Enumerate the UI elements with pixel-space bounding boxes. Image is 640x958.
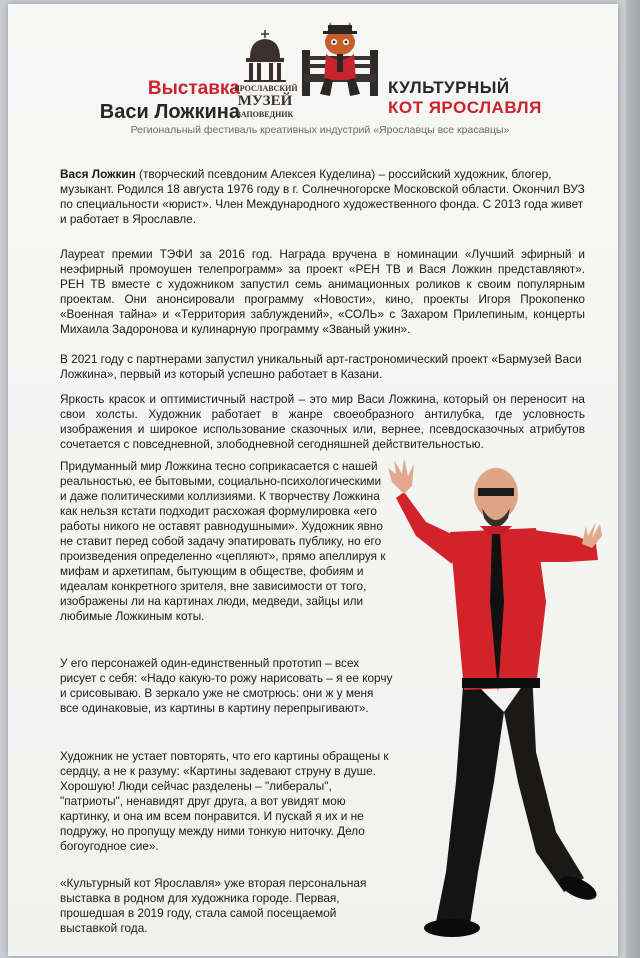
bio-text: (творческий псевдоним Алексея Куделина) – российский художник, блогер, музыкант. Родился 18 августа 1976 году в г. Солнечногорске Московской области. Окончил ВУЗ по специальности «юрист». Член Международного художественного фонда. С 2013 года живет и работает в Ярославле.	[60, 167, 585, 226]
exhibition-title-line1: Выставка	[147, 78, 240, 99]
bio-paragraph	[60, 167, 585, 227]
artist-name: Вася Ложкин	[60, 167, 136, 181]
exhibition-title-line2: Васи Ложкина	[99, 101, 240, 123]
award-paragraph: Лауреат премии ТЭФИ за 2016 год. Награда вручена в номинации «Лучший эфирный и неэфирный промоушен телепрограмм» за проект «РЕН ТВ и Вася Ложкин представляют». РЕН ТВ вместе с художником запустил семь анимационных роликов к своим популярным проектам. Они анонсировали программу «Новости», кино, проекты Игоря Прокопенко «Военная тайна» и «Территория заблуждений», «СОЛЬ» с Захаром Прилепиным, концерты Михаила Задоронова и кулинарную программу «Званый ужин».	[60, 247, 585, 336]
quote-paragraph: Художник не устает повторять, что его картины обращены к сердцу, а не к разуму: «Картины задевают струну в душе. Хорошую! Люди сейчас разделены – "либералы", "патриоты", ненавидят друг друга, а вот увидят мою картинку, и она им всем понравится. И пускай я их и не подружу, но пропущу между ними тонкую ниточку. Дело богоугодное сие».	[60, 749, 389, 853]
exhibition-title	[60, 78, 240, 124]
cat-title-line1: КУЛЬТУРНЫЙ	[388, 78, 510, 97]
festival-subtitle: Региональный фестиваль креативных индустрий «Ярославцы все красавцы»	[130, 124, 510, 136]
cat-title-line2: КОТ ЯРОСЛАВЛЯ	[388, 98, 542, 117]
prototype-paragraph: У его персонажей один-единственный прототип – всех рисует с себя: «Надо какую-то рожу нарисовать – я ее корчу и срисовываю. В зеркало уже не смотрюсь: они ж у меня все одинаковые, из картины в картину перепрыгивают».	[60, 656, 393, 715]
museum-logo	[234, 30, 298, 126]
wall-edge	[626, 0, 640, 958]
world-paragraph: Придуманный мир Ложкина тесно соприкасается с нашей реальностью, ее бытовыми, социально-психологическими и даже политическими коллизиями. К творчеству Ложкина как нельзя кстати подходит расхожая формулировка «его работы никого не оставят равнодушными». Художник явно не ставит перед собой задачу эпатировать публику, но его произведения определенно «цепляют», прямо апеллируя к мифам и архетипам, бытующим в обществе, фобиям и идеалам конкретного зрителя, вне зависимости от того, изображены ли на картинах люди, медведи, зайцы или любимые Ложкиным коты.	[60, 459, 386, 623]
cat-title	[388, 78, 542, 118]
artist-photo	[386, 452, 606, 947]
museum-logo-line2: МУЗЕЙ	[237, 93, 293, 109]
exhibition-paragraph: «Культурный кот Ярославля» уже вторая персональная выставка в родном для художника городе. Первая, прошедшая в 2019 году, стала самой посещаемой выставкой года.	[60, 876, 367, 935]
museum-building-icon	[240, 30, 290, 82]
museum-logo-line1: ЯРОСЛАВСКИЙ	[234, 84, 298, 93]
barmuseum-paragraph: В 2021 году с партнерами запустил уникальный арт-гастрономический проект «Бармузей Васи Ложкина», первый из который успешно работает в Казани.	[60, 352, 582, 381]
museum-logo-line3: ЗАПОВЕДНИК	[236, 110, 294, 119]
style-paragraph: Яркость красок и оптимистичный настрой – это мир Васи Ложкина, который он переносит на свои холсты. Художник работает в жанре своеобразного антилубка, где условность изображения и широкое использование сказочных или, вернее, псевдосказочных атрибутов сочетается с повседневной, злободневной сегодняшней действительностью.	[60, 392, 585, 451]
cat-on-bench-icon	[300, 22, 380, 102]
